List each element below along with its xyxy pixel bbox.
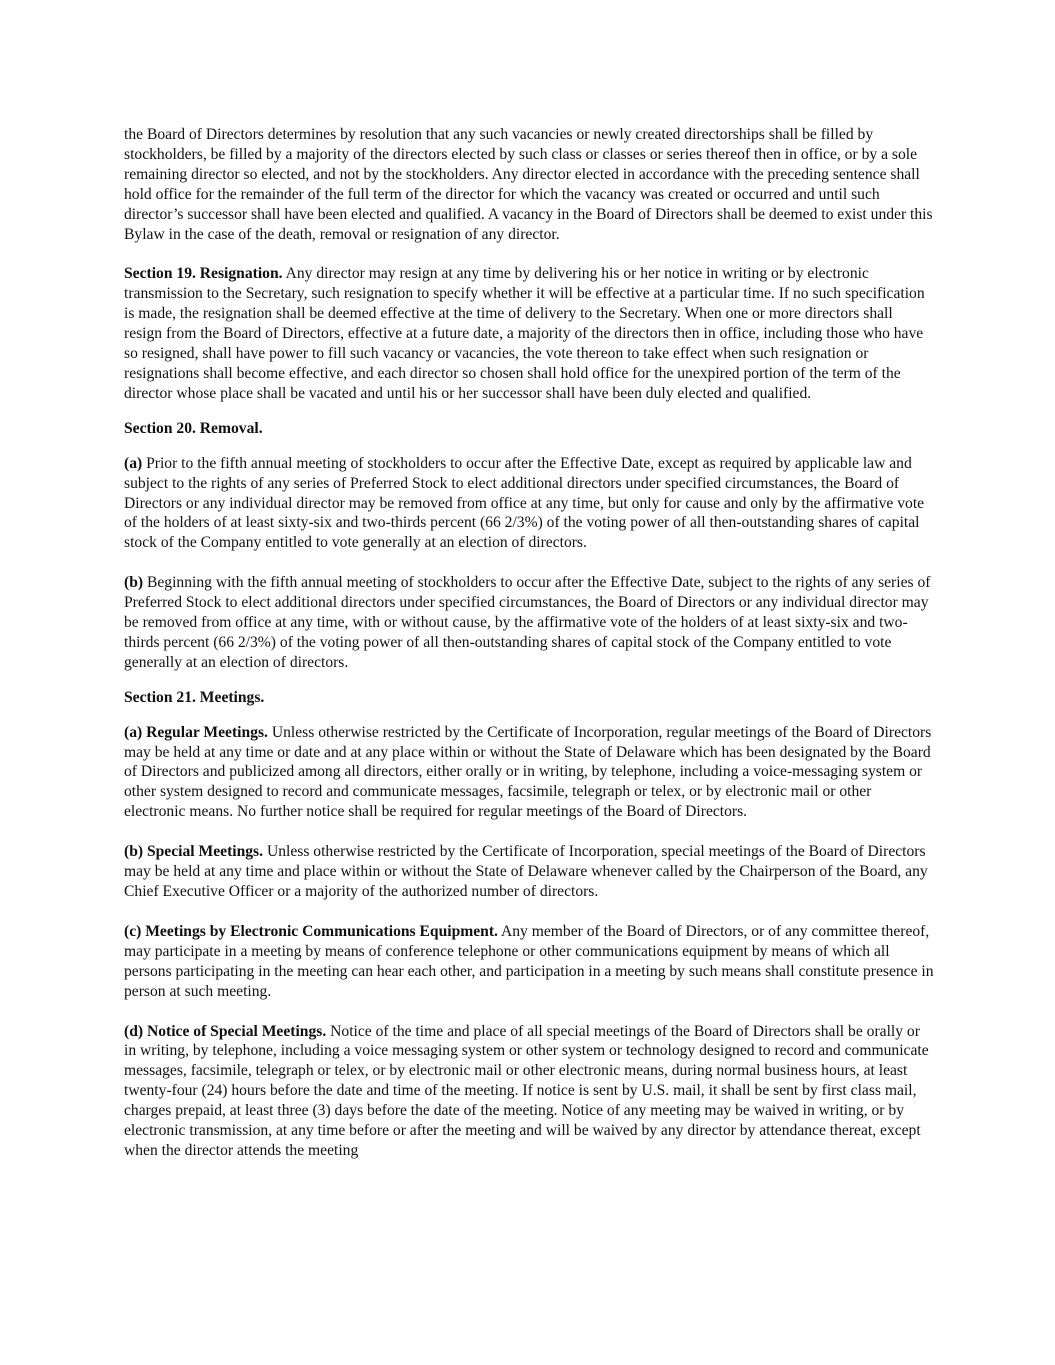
section-21-d-notice-special-meetings [124,1022,934,1161]
section-21-c-title: (c) Meetings by Electronic Communications Equipment. [124,922,498,940]
section-20-a [124,454,934,554]
section-21-c-electronic-meetings [124,922,934,1002]
section-19-title: Section 19. Resignation. [124,265,283,283]
section-21-a-regular-meetings [124,723,934,823]
section-21-d-text: Notice of the time and place of all special meetings of the Board of Directors shall be orally or in writing, by telephone, including a voice messaging system or other system or technology designed to record and communicate messages, facsimile, telegraph or telex, or by electronic mail or other electronic means, during normal business hours, at least twenty-four (24) hours before the date and time of the meeting. If notice is sent by U.S. mail, it shall be sent by first class mail, charges prepaid, at least three (3) days before the date of the meeting. Notice of any meeting may be waived in writing, or by electronic transmission, at any time before or after the meeting and will be waived by any director by attendance thereat, except when the director attends the meeting [124,1022,929,1159]
section-20-b-label: (b) [124,574,144,592]
section-21-b-special-meetings [124,842,934,902]
section-21-b-title: (b) Special Meetings. [124,843,264,861]
section-21-title: Section 21. Meetings. [124,688,265,706]
continuation-paragraph: the Board of Directors determines by resolution that any such vacancies or newly created directorships shall be filled by stockholders, be filled by a majority of the directors elected by such class or classes or series thereof then in office, or by a sole remaining director so elected, and not by the stockholders. Any director elected in accordance with the preceding sentence shall hold office for the remainder of the full term of the director for which the vacancy was created or occurred and until such director’s successor shall have been elected and qualified. A vacancy in the Board of Directors shall be deemed to exist under this Bylaw in the case of the death, removal or resignation of any director. [124,126,933,243]
section-21-c-text: Any member of the Board of Directors, or of any committee thereof, may participate in a meeting by means of conference telephone or other communications equipment by means of which all persons participating in the meeting can hear each other, and participation in a meeting by such means shall constitute presence in person at such meeting. [124,922,934,1000]
section-20-b [124,573,934,673]
section-20-title: Section 20. Removal. [124,419,263,437]
section-19-text: Any director may resign at any time by delivering his or her notice in writing or by electronic transmission to the Secretary, such resignation to specify whether it will be effective at a particular time. If no such specification is made, the resignation shall be deemed effective at the time of delivery to the Secretary. When one or more directors shall resign from the Board of Directors, effective at a future date, a majority of the directors then in office, including those who have so resigned, shall have power to fill such vacancy or vacancies, the vote thereon to take effect when such resignation or resignations shall become effective, and each director so chosen shall hold office for the unexpired portion of the term of the director whose place shall be vacated and until his or her successor shall have been duly elected and qualified. [124,265,925,402]
section-21-d-title: (d) Notice of Special Meetings. [124,1022,327,1040]
section-20-a-label: (a) [124,454,143,472]
section-21-b-text: Unless otherwise restricted by the Certificate of Incorporation, special meetings of the Board of Directors may be held at any time and place within or without the State of Delaware whenever called by the Chairperson of the Board, any Chief Executive Officer or a majority of the authorized number of directors. [124,843,928,900]
section-21-a-title: (a) Regular Meetings. [124,723,268,741]
section-20-b-text: Beginning with the fifth annual meeting of stockholders to occur after the Effective Date, subject to the rights of any series of Preferred Stock to elect additional directors under specified circumstances, the Board of Directors or any individual director may be removed from office at any time, with or without cause, by the affirmative vote of the holders of at least sixty-six and two-thirds percent (66 2/3%) of the voting power of all then-outstanding shares of capital stock of the Company entitled to vote generally at an election of directors. [124,574,931,671]
section-20-a-text: Prior to the fifth annual meeting of stockholders to occur after the Effective Date, except as required by applicable law and subject to the rights of any series of Preferred Stock to elect additional directors under specified circumstances, the Board of Directors or any individual director may be removed from office at any time, but only for cause and only by the affirmative vote of the holders of at least sixty-six and two-thirds percent (66 2/3%) of the voting power of all then-outstanding shares of capital stock of the Company entitled to vote generally at an election of directors. [124,454,925,552]
section-19-resignation [124,264,934,403]
section-21-a-text: Unless otherwise restricted by the Certificate of Incorporation, regular meetings of the Board of Directors may be held at any time or date and at any place within or without the State of Delaware which has been designated by the Board of Directors and publicized among all directors, either orally or in writing, by telephone, including a voice-messaging system or other system designed to record and communicate messages, facsimile, telegraph or telex, or by electronic mail or other electronic means. No further notice shall be required for regular meetings of the Board of Directors. [124,723,932,821]
document-page [124,125,934,1181]
